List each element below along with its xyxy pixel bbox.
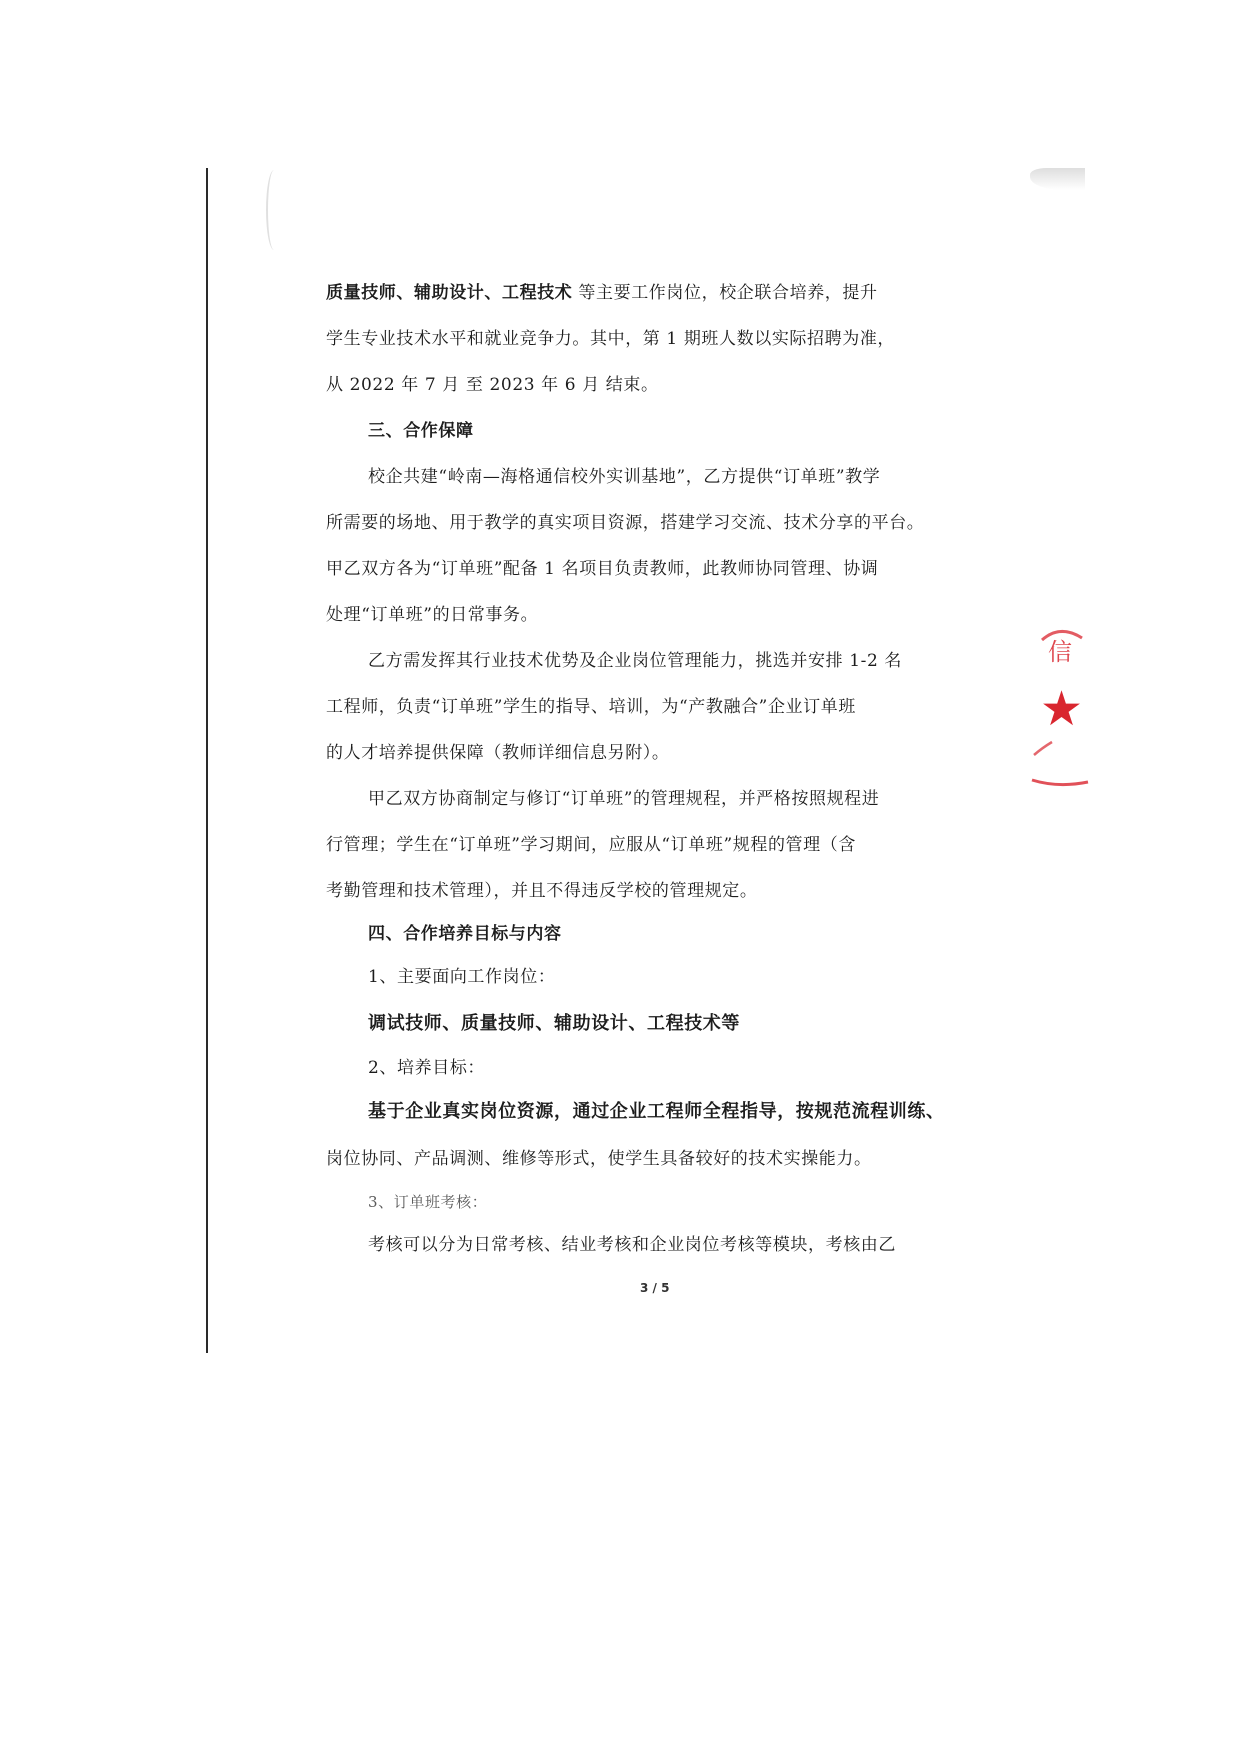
paragraph-line: 岗位协同、产品调测、维修等形式，使学生具备较好的技术实操能力。 [326,1149,872,1169]
scan-smudge-left [266,170,282,250]
paragraph-line: 行管理；学生在“订单班”学习期间，应服从“订单班”规程的管理（含 [326,835,856,855]
list-item-label: 2、培养目标： [368,1058,486,1078]
paragraph-line: 甲乙双方协商制定与修订“订单班”的管理规程，并严格按照规程进 [368,789,880,809]
seal-character: 信 [1048,638,1072,666]
paragraph-line: 考勤管理和技术管理），并且不得违反学校的管理规定。 [326,881,758,901]
paragraph-line: 校企共建“岭南—海格通信校外实训基地”，乙方提供“订单班”教学 [368,467,881,487]
paragraph-line: 从 2022 年 7 月 至 2023 年 6 月 结束。 [326,375,659,395]
seal-arc-mark [1034,742,1052,755]
paragraph-line: 学生专业技术水平和就业竞争力。其中，第 1 期班人数以实际招聘为准， [326,329,896,349]
binding-edge-line [206,168,208,1353]
paragraph-line: 乙方需发挥其行业技术优势及企业岗位管理能力，挑选并安排 1-2 名 [368,651,902,671]
paragraph-line: 工程师，负责“订单班”学生的指导、培训，为“产教融合”企业订单班 [326,697,856,717]
document-body [326,270,992,1268]
paragraph-line: 处理“订单班”的日常事务。 [326,605,539,625]
list-item-label: 1、主要面向工作岗位： [368,967,556,987]
list-item-value: 调试技师、质量技师、辅助设计、工程技术等 [368,1013,740,1034]
section-heading-4: 四、合作培养目标与内容 [368,924,562,944]
list-item-label: 3、订单班考核： [368,1193,488,1211]
paragraph-line: 基于企业真实岗位资源，通过企业工程师全程指导，按规范流程训练、 [368,1101,945,1122]
paragraph-line: 所需要的场地、用于教学的真实项目资源，搭建学习交流、技术分享的平台。 [326,513,925,533]
bold-job-titles: 质量技师、辅助设计、工程技术 [326,283,573,303]
section-heading-3: 三、合作保障 [368,421,474,441]
seal-arc-bottom [1032,780,1088,785]
seal-star-icon: ★ [1040,681,1084,737]
paragraph-line: 考核可以分为日常考核、结业考核和企业岗位考核等模块，考核由乙 [368,1235,896,1255]
official-seal-partial [1030,620,1090,795]
paragraph-line: 甲乙双方各为“订单班”配备 1 名项目负责教师，此教师协同管理、协调 [326,559,879,579]
page-number: 3 / 5 [640,1281,670,1295]
paragraph-line [326,270,992,316]
paragraph-text: 等主要工作岗位，校企联合培养，提升 [572,283,878,303]
paragraph-line: 的人才培养提供保障（教师详细信息另附）。 [326,743,670,763]
scan-smudge-right [1030,168,1085,190]
